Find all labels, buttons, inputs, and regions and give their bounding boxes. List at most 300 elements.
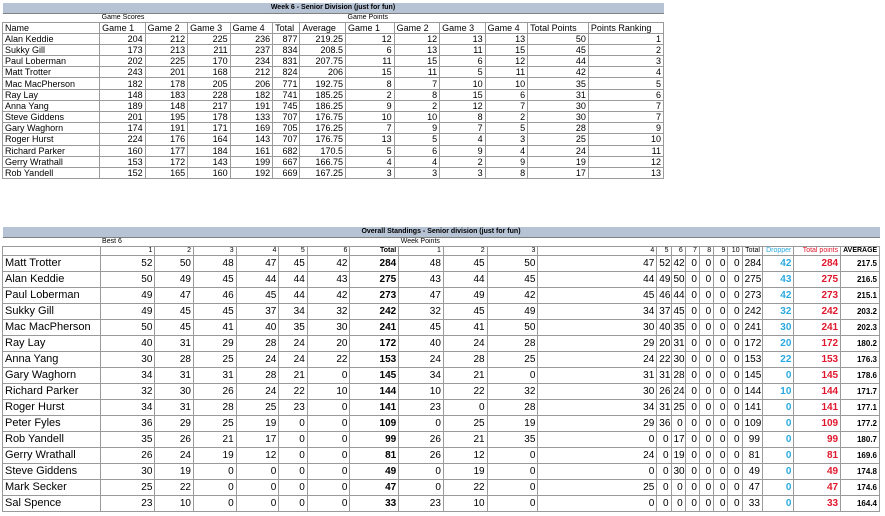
dropper-cell: 43 <box>762 271 793 287</box>
weekly-cell: 11 <box>394 67 440 78</box>
weekly-header-cell: Game 2 <box>394 22 440 33</box>
overall-cell: 19 <box>236 415 279 431</box>
overall-cell: 241 <box>742 319 762 335</box>
overall-cell: 0 <box>728 479 742 495</box>
weekly-cell: 10 <box>346 112 395 123</box>
overall-cell: 19 <box>194 447 237 463</box>
overall-cell: 0 <box>307 495 350 511</box>
weekly-cell: 186.25 <box>300 100 346 111</box>
weekly-cell: 10 <box>588 134 663 145</box>
weekly-cell: 50 <box>528 33 589 44</box>
overall-cell: 34 <box>100 367 155 383</box>
weekly-scores-table <box>2 3 664 179</box>
overall-cell: 141 <box>350 399 399 415</box>
overall-cell: 0 <box>657 431 671 447</box>
weekly-cell: 8 <box>485 167 528 178</box>
overall-table-row <box>3 495 880 511</box>
overall-cell: 242 <box>350 303 399 319</box>
weekly-cell: 5 <box>588 78 663 89</box>
overall-cell: 45 <box>236 287 279 303</box>
overall-cell: 109 <box>350 415 399 431</box>
average-cell: 217.5 <box>841 255 880 271</box>
overall-cell: 24 <box>538 351 657 367</box>
weekly-cell: 5 <box>440 67 486 78</box>
overall-cell: 0 <box>699 271 713 287</box>
weekly-cell: 191 <box>145 123 188 134</box>
overall-cell: 48 <box>399 255 444 271</box>
overall-cell: 32 <box>307 303 350 319</box>
weekly-header-cell: Game 1 <box>346 22 395 33</box>
weekly-cell: 6 <box>346 44 395 55</box>
weekly-cell: 8 <box>346 78 395 89</box>
overall-cell: 0 <box>699 447 713 463</box>
overall-cell: 0 <box>699 495 713 511</box>
overall-cell: 22 <box>443 383 487 399</box>
overall-cell: 45 <box>443 303 487 319</box>
overall-cell: 0 <box>699 431 713 447</box>
overall-cell: 0 <box>714 463 728 479</box>
overall-header-row <box>3 246 880 255</box>
overall-cell: 45 <box>399 319 444 335</box>
total-points-cell: 144 <box>794 383 841 399</box>
overall-cell: 109 <box>742 415 762 431</box>
weekly-cell: 174 <box>100 123 146 134</box>
weekly-cell: 12 <box>394 33 440 44</box>
overall-cell: 20 <box>307 335 350 351</box>
overall-cell: 19 <box>155 463 194 479</box>
overall-cell: 0 <box>728 463 742 479</box>
player-name: Paul Loberman <box>3 56 100 67</box>
overall-cell: 0 <box>194 479 237 495</box>
dropper-cell: 20 <box>762 335 793 351</box>
overall-cell: 0 <box>699 367 713 383</box>
dropper-cell: 42 <box>762 287 793 303</box>
overall-table-row <box>3 255 880 271</box>
weekly-cell: 177 <box>145 145 188 156</box>
weekly-cell: 824 <box>273 67 300 78</box>
weekly-cell: 12 <box>588 156 663 167</box>
overall-cell: 0 <box>699 351 713 367</box>
overall-cell: 34 <box>399 367 444 383</box>
weekly-cell: 877 <box>273 33 300 44</box>
weekly-cell: 169 <box>230 123 273 134</box>
weekly-cell: 191 <box>230 100 273 111</box>
dropper-cell: 0 <box>762 367 793 383</box>
weekly-cell: 669 <box>273 167 300 178</box>
overall-cell: 0 <box>657 479 671 495</box>
weekly-cell: 30 <box>528 100 589 111</box>
overall-table-row <box>3 319 880 335</box>
total-points-cell: 275 <box>794 271 841 287</box>
overall-cell: 50 <box>487 255 538 271</box>
overall-table-row <box>3 479 880 495</box>
weekly-cell: 2 <box>394 100 440 111</box>
overall-cell: 50 <box>487 319 538 335</box>
dropper-cell: 0 <box>762 495 793 511</box>
player-name: Alan Keddie <box>3 33 100 44</box>
overall-cell: 141 <box>742 399 762 415</box>
overall-cell: 30 <box>671 351 685 367</box>
player-name: Ray Lay <box>3 89 100 100</box>
overall-header-cell: 1 <box>100 246 155 255</box>
overall-cell: 24 <box>399 351 444 367</box>
weekly-cell: 199 <box>230 156 273 167</box>
overall-cell: 0 <box>714 495 728 511</box>
player-name: Mac MacPherson <box>3 78 100 89</box>
weekly-cell: 161 <box>230 145 273 156</box>
overall-cell: 0 <box>728 271 742 287</box>
overall-cell: 0 <box>194 495 237 511</box>
dropper-cell: 0 <box>762 399 793 415</box>
total-points-cell: 153 <box>794 351 841 367</box>
overall-cell: 0 <box>487 367 538 383</box>
overall-cell: 284 <box>350 255 399 271</box>
overall-cell: 172 <box>350 335 399 351</box>
overall-cell: 0 <box>728 255 742 271</box>
average-cell: 202.3 <box>841 319 880 335</box>
weekly-cell: 15 <box>485 44 528 55</box>
total-points-cell: 99 <box>794 431 841 447</box>
average-cell: 216.5 <box>841 271 880 287</box>
overall-cell: 42 <box>307 287 350 303</box>
overall-cell: 45 <box>194 303 237 319</box>
overall-cell: 36 <box>657 415 671 431</box>
overall-header-cell: 2 <box>155 246 194 255</box>
overall-cell: 50 <box>100 319 155 335</box>
total-points-cell: 273 <box>794 287 841 303</box>
weekly-table-row <box>3 112 664 123</box>
weekly-cell: 12 <box>485 56 528 67</box>
average-cell: 215.1 <box>841 287 880 303</box>
overall-cell: 47 <box>350 479 399 495</box>
weekly-cell: 176.75 <box>300 112 346 123</box>
overall-cell: 37 <box>657 303 671 319</box>
overall-cell: 17 <box>671 431 685 447</box>
overall-cell: 28 <box>155 351 194 367</box>
overall-header-cell: 2 <box>443 246 487 255</box>
overall-cell: 0 <box>657 463 671 479</box>
overall-cell: 41 <box>194 319 237 335</box>
player-name: Sukky Gill <box>3 303 101 319</box>
weekly-cell: 24 <box>528 145 589 156</box>
overall-cell: 29 <box>538 415 657 431</box>
player-name: Roger Hurst <box>3 399 101 415</box>
overall-cell: 45 <box>155 303 194 319</box>
player-name: Steve Giddens <box>3 112 100 123</box>
weekly-cell: 745 <box>273 100 300 111</box>
weekly-cell: 741 <box>273 89 300 100</box>
overall-cell: 44 <box>236 271 279 287</box>
overall-cell: 0 <box>699 415 713 431</box>
overall-cell: 25 <box>487 351 538 367</box>
weekly-cell: 13 <box>440 33 486 44</box>
weekly-cell: 217 <box>188 100 231 111</box>
overall-cell: 21 <box>443 431 487 447</box>
overall-cell: 47 <box>236 255 279 271</box>
overall-cell: 275 <box>350 271 399 287</box>
weekly-table-row <box>3 56 664 67</box>
overall-cell: 0 <box>728 431 742 447</box>
overall-cell: 30 <box>307 319 350 335</box>
overall-cell: 28 <box>236 335 279 351</box>
overall-cell: 12 <box>236 447 279 463</box>
overall-cell: 0 <box>728 367 742 383</box>
overall-cell: 99 <box>350 431 399 447</box>
weekly-cell: 15 <box>440 89 486 100</box>
weekly-cell: 10 <box>440 78 486 89</box>
overall-cell: 40 <box>399 335 444 351</box>
overall-cell: 26 <box>399 447 444 463</box>
overall-cell: 23 <box>399 495 444 511</box>
average-cell: 203.2 <box>841 303 880 319</box>
overall-cell: 172 <box>742 335 762 351</box>
overall-cell: 0 <box>685 479 699 495</box>
weekly-cell: 5 <box>346 145 395 156</box>
overall-cell: 28 <box>236 367 279 383</box>
player-name: Peter Fyles <box>3 415 101 431</box>
overall-header-cell: 6 <box>307 246 350 255</box>
overall-cell: 33 <box>350 495 399 511</box>
weekly-cell: 202 <box>100 56 146 67</box>
overall-cell: 32 <box>100 383 155 399</box>
weekly-cell: 19 <box>528 156 589 167</box>
average-cell: 180.7 <box>841 431 880 447</box>
overall-cell: 0 <box>699 383 713 399</box>
player-name: Matt Trotter <box>3 255 101 271</box>
overall-cell: 0 <box>728 399 742 415</box>
weekly-title: Week 6 - Senior Division (just for fun) <box>3 3 664 13</box>
overall-header-cell: 5 <box>279 246 307 255</box>
overall-cell: 30 <box>100 463 155 479</box>
overall-cell: 19 <box>671 447 685 463</box>
overall-cell: 0 <box>714 367 728 383</box>
overall-cell: 0 <box>699 463 713 479</box>
total-points-cell: 33 <box>794 495 841 511</box>
weekly-cell: 13 <box>588 167 663 178</box>
weekly-cell: 184 <box>188 145 231 156</box>
overall-cell: 0 <box>685 431 699 447</box>
overall-cell: 34 <box>279 303 307 319</box>
player-name: Mark Secker <box>3 479 101 495</box>
overall-cell: 31 <box>155 399 194 415</box>
overall-cell: 28 <box>671 367 685 383</box>
overall-cell: 22 <box>657 351 671 367</box>
player-name: Richard Parker <box>3 145 100 156</box>
player-name: Gerry Wrathall <box>3 156 100 167</box>
overall-cell: 0 <box>685 399 699 415</box>
overall-cell: 25 <box>194 415 237 431</box>
overall-cell: 22 <box>307 351 350 367</box>
overall-cell: 273 <box>742 287 762 303</box>
dropper-cell: 0 <box>762 479 793 495</box>
weekly-cell: 11 <box>588 145 663 156</box>
weekly-header-cell: Game 4 <box>230 22 273 33</box>
total-points-cell: 241 <box>794 319 841 335</box>
overall-cell: 0 <box>685 255 699 271</box>
weekly-cell: 225 <box>145 56 188 67</box>
weekly-cell: 213 <box>145 44 188 55</box>
weekly-cell: 168 <box>188 67 231 78</box>
overall-cell: 42 <box>671 255 685 271</box>
overall-cell: 25 <box>538 479 657 495</box>
overall-cell: 0 <box>699 399 713 415</box>
overall-cell: 44 <box>279 271 307 287</box>
overall-cell: 0 <box>443 399 487 415</box>
weekly-cell: 204 <box>100 33 146 44</box>
weekly-cell: 167.25 <box>300 167 346 178</box>
weekly-cell: 3 <box>440 167 486 178</box>
overall-cell: 40 <box>100 335 155 351</box>
weekly-table-row <box>3 167 664 178</box>
overall-cell: 0 <box>699 255 713 271</box>
overall-cell: 0 <box>487 447 538 463</box>
weekly-cell: 9 <box>346 100 395 111</box>
overall-cell: 0 <box>307 367 350 383</box>
weekly-cell: 171 <box>188 123 231 134</box>
player-name: Alan Keddie <box>3 271 101 287</box>
overall-cell: 24 <box>236 351 279 367</box>
overall-cell: 275 <box>742 271 762 287</box>
overall-cell: 19 <box>487 415 538 431</box>
weekly-cell: 7 <box>440 123 486 134</box>
player-name: Steve Giddens <box>3 463 101 479</box>
overall-cell: 0 <box>714 399 728 415</box>
overall-cell: 50 <box>671 271 685 287</box>
weekly-cell: 178 <box>145 78 188 89</box>
average-cell: 180.2 <box>841 335 880 351</box>
overall-cell: 0 <box>307 431 350 447</box>
overall-cell: 0 <box>538 463 657 479</box>
overall-cell: 31 <box>657 367 671 383</box>
overall-cell: 48 <box>194 255 237 271</box>
overall-cell: 0 <box>699 335 713 351</box>
overall-cell: 23 <box>100 495 155 511</box>
overall-table-row <box>3 383 880 399</box>
overall-cell: 40 <box>236 319 279 335</box>
overall-header-cell: 9 <box>714 246 728 255</box>
overall-table-row <box>3 415 880 431</box>
overall-cell: 0 <box>728 415 742 431</box>
total-points-cell: 109 <box>794 415 841 431</box>
overall-cell: 45 <box>194 271 237 287</box>
overall-header-cell: 1 <box>399 246 444 255</box>
overall-cell: 0 <box>728 383 742 399</box>
overall-cell: 30 <box>538 383 657 399</box>
overall-cell: 0 <box>728 495 742 511</box>
overall-cell: 0 <box>307 479 350 495</box>
overall-cell: 50 <box>155 255 194 271</box>
weekly-cell: 9 <box>485 156 528 167</box>
player-name: Roger Hurst <box>3 134 100 145</box>
overall-cell: 0 <box>279 479 307 495</box>
weekly-cell: 11 <box>485 67 528 78</box>
weekly-cell: 212 <box>145 33 188 44</box>
overall-cell: 81 <box>742 447 762 463</box>
total-points-cell: 145 <box>794 367 841 383</box>
overall-cell: 49 <box>443 287 487 303</box>
overall-cell: 44 <box>443 271 487 287</box>
overall-cell: 45 <box>279 255 307 271</box>
weekly-header-cell: Name <box>3 22 100 33</box>
overall-cell: 24 <box>155 447 194 463</box>
overall-cell: 0 <box>487 479 538 495</box>
overall-cell: 0 <box>487 463 538 479</box>
weekly-cell: 165 <box>145 167 188 178</box>
overall-cell: 41 <box>443 319 487 335</box>
overall-cell: 31 <box>194 367 237 383</box>
overall-cell: 0 <box>487 495 538 511</box>
weekly-cell: 212 <box>230 67 273 78</box>
overall-cell: 23 <box>399 399 444 415</box>
overall-cell: 26 <box>100 447 155 463</box>
average-cell: 164.4 <box>841 495 880 511</box>
overall-cell: 34 <box>100 399 155 415</box>
overall-cell: 242 <box>742 303 762 319</box>
weekly-cell: 192.75 <box>300 78 346 89</box>
weekly-cell: 176.75 <box>300 134 346 145</box>
weekly-cell: 8 <box>394 89 440 100</box>
weekly-cell: 160 <box>100 145 146 156</box>
weekly-cell: 207.75 <box>300 56 346 67</box>
weekly-cell: 152 <box>100 167 146 178</box>
weekly-table-row <box>3 78 664 89</box>
player-name: Gary Waghorn <box>3 367 101 383</box>
weekly-cell: 3 <box>394 167 440 178</box>
overall-standings-table <box>2 227 880 512</box>
overall-cell: 0 <box>714 319 728 335</box>
overall-cell: 22 <box>279 383 307 399</box>
overall-cell: 44 <box>671 287 685 303</box>
overall-cell: 0 <box>307 399 350 415</box>
overall-cell: 28 <box>487 399 538 415</box>
overall-cell: 0 <box>728 303 742 319</box>
overall-header-cell: AVERAGE <box>841 246 880 255</box>
overall-cell: 40 <box>657 319 671 335</box>
weekly-cell: 234 <box>230 56 273 67</box>
overall-cell: 36 <box>100 415 155 431</box>
overall-cell: 0 <box>685 319 699 335</box>
overall-cell: 0 <box>699 287 713 303</box>
weekly-header-row <box>3 22 664 33</box>
weekly-cell: 201 <box>100 112 146 123</box>
overall-cell: 30 <box>671 463 685 479</box>
weekly-cell: 243 <box>100 67 146 78</box>
overall-cell: 0 <box>728 287 742 303</box>
overall-cell: 44 <box>538 271 657 287</box>
overall-cell: 28 <box>443 351 487 367</box>
player-name: Sal Spence <box>3 495 101 511</box>
overall-cell: 0 <box>671 479 685 495</box>
weekly-cell: 178 <box>188 112 231 123</box>
overall-table-row <box>3 367 880 383</box>
overall-cell: 153 <box>350 351 399 367</box>
weekly-cell: 707 <box>273 134 300 145</box>
overall-cell: 24 <box>671 383 685 399</box>
overall-header-cell: 10 <box>728 246 742 255</box>
overall-cell: 81 <box>350 447 399 463</box>
total-points-cell: 284 <box>794 255 841 271</box>
weekly-cell: 4 <box>440 134 486 145</box>
total-points-cell: 141 <box>794 399 841 415</box>
weekly-table-row <box>3 156 664 167</box>
overall-cell: 0 <box>685 383 699 399</box>
dropper-cell: 0 <box>762 415 793 431</box>
overall-cell: 0 <box>685 351 699 367</box>
overall-cell: 45 <box>671 303 685 319</box>
overall-header-cell: 3 <box>194 246 237 255</box>
overall-cell: 0 <box>685 367 699 383</box>
overall-cell: 0 <box>236 479 279 495</box>
